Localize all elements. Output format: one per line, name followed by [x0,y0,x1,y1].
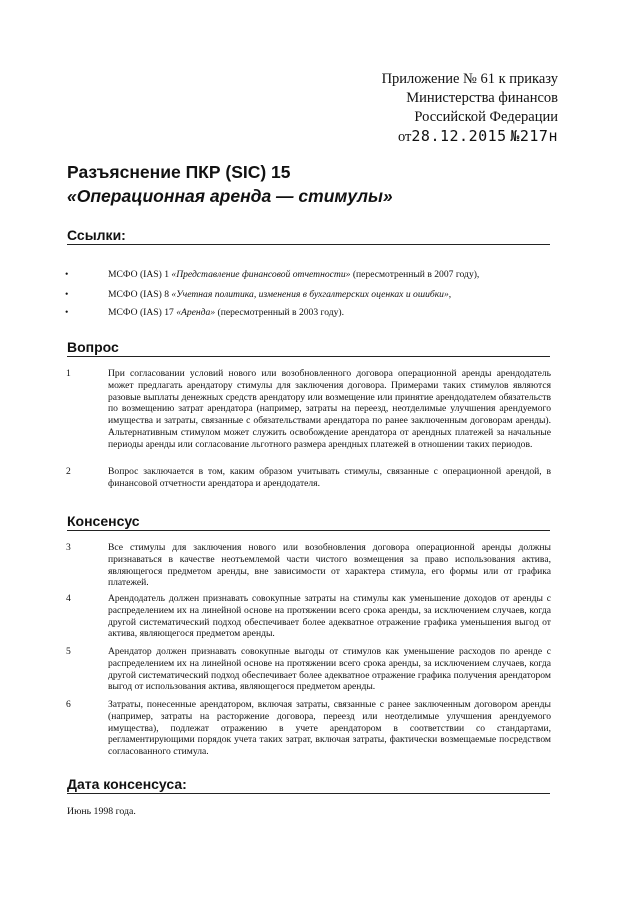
consensus-date-heading-label: Дата консенсуса: [67,775,191,793]
reference-title: «Учетная политика, изменения в бухгалтерских оценках и ошибки» [171,289,449,300]
appendix-date: 28.12.2015 [411,127,507,145]
document-title [67,160,393,208]
bullet-icon: • [65,307,69,318]
appendix-date-prefix: от [398,129,412,145]
consensus-heading [67,512,550,531]
paragraph-text: Арендодатель должен признавать совокупные затраты на стимулы как уменьшение доходов от аренды с распределением их на линейной основе на протяжении всего срока аренды, за исключением случаев, когда другой систематический подход обеспечивает более адекватное отражение графика уменьшения выгод от актива, являющегося предметом аренды. [108,593,551,640]
appendix-block [382,70,558,147]
reference-title: «Аренда» [176,307,216,318]
reference-item: • МСФО (IAS) 8 «Учетная политика, изменения в бухгалтерских оценках и ошибки», [65,289,452,300]
consensus-date-text: Июнь 1998 года. [67,806,136,817]
consensus-date-heading [67,775,550,794]
references-heading-label: Ссылки: [67,226,130,244]
paragraph [66,466,551,490]
consensus-date-section [67,775,550,794]
appendix-line-3: Российской Федерации [414,109,558,125]
paragraph [66,593,551,640]
paragraph-number: 4 [66,593,71,604]
title-line-1: Разъяснение ПКР (SIC) 15 [67,162,291,182]
question-heading-label: Вопрос [67,338,123,356]
references-heading [67,226,550,245]
paragraph-number: 6 [66,699,71,710]
paragraph-number: 3 [66,542,71,553]
paragraph-text: Арендатор должен признавать совокупные выгоды от стимулов как уменьшение расходов по аренде с распределением их на линейной основе на протяжении всего срока аренды, за исключением случаев, когда другой систематический подход обеспечивает более адекватное отражение графика получения арендатором выгод от использования актива, являющегося предметом аренды. [108,646,551,693]
paragraph [66,699,551,758]
paragraph-text: Затраты, понесенные арендатором, включая затраты, связанные с ранее заключенным договором аренды (например, затраты на расторжение договора, переезд или неотделимые улучшения арендуемого имущества), подлежат отражению в учете арендатором в соответствии со стандартами, регламентирующими порядок учета таких затрат, включая затраты, фактически возмещаемые посредством согласованного стимула. [108,699,551,758]
reference-item: • МСФО (IAS) 1 «Представление финансовой отчетности» (пересмотренный в 2007 году), [65,269,480,280]
reference-item: • МСФО (IAS) 17 «Аренда» (пересмотренный в 2003 году). [65,307,345,318]
paragraph [66,368,551,451]
paragraph-number: 5 [66,646,71,657]
paragraph [66,542,551,589]
appendix-order-number: №217н [510,127,558,145]
reference-title: «Представление финансовой отчетности» [171,269,351,280]
paragraph-text: Все стимулы для заключения нового или возобновления договора операционной аренды должны признаваться в качестве неотъемлемой части чистого возмещения за право использования актива, являющегося предметом аренды, вне зависимости от характера стимула, его формы или от графика платежей. [108,542,551,589]
paragraph-number: 1 [66,368,71,379]
consensus-heading-label: Консенсус [67,512,144,530]
bullet-icon: • [65,269,69,280]
paragraph-text: При согласовании условий нового или возобновленного договора операционной аренды арендодатель может предлагать арендатору стимулы для заключения договора. Примерами таких стимулов являются разовые выплаты денежных средств арендатору или возмещение или принятие арендодателем обязательств по возмещению затрат арендатора (например, затраты на переезд, неотделимые улучшения арендуемого имущества и затраты, связанные с обязательствами арендатора по ранее заключенным договорам аренды). Альтернативным стимулом может служить освобождение арендатора от арендных платежей за начальные периоды аренды или согласование льготного размера арендных платежей в отношении таких периодов. [108,368,551,450]
paragraph-number: 2 [66,466,71,477]
paragraph [66,646,551,693]
appendix-line-2: Министерства финансов [406,90,558,106]
paragraph-text: Вопрос заключается в том, каким образом учитывать стимулы, связанные с операционной арендой, в финансовой отчетности арендатора и арендодателя. [108,466,551,489]
question-section [67,338,550,357]
title-line-2: «Операционная аренда — стимулы» [67,186,393,206]
consensus-section [67,512,550,531]
appendix-date-line [382,127,558,147]
references-section [67,226,550,245]
appendix-line-1: Приложение № 61 к приказу [381,71,558,87]
bullet-icon: • [65,289,69,300]
question-heading [67,338,550,357]
